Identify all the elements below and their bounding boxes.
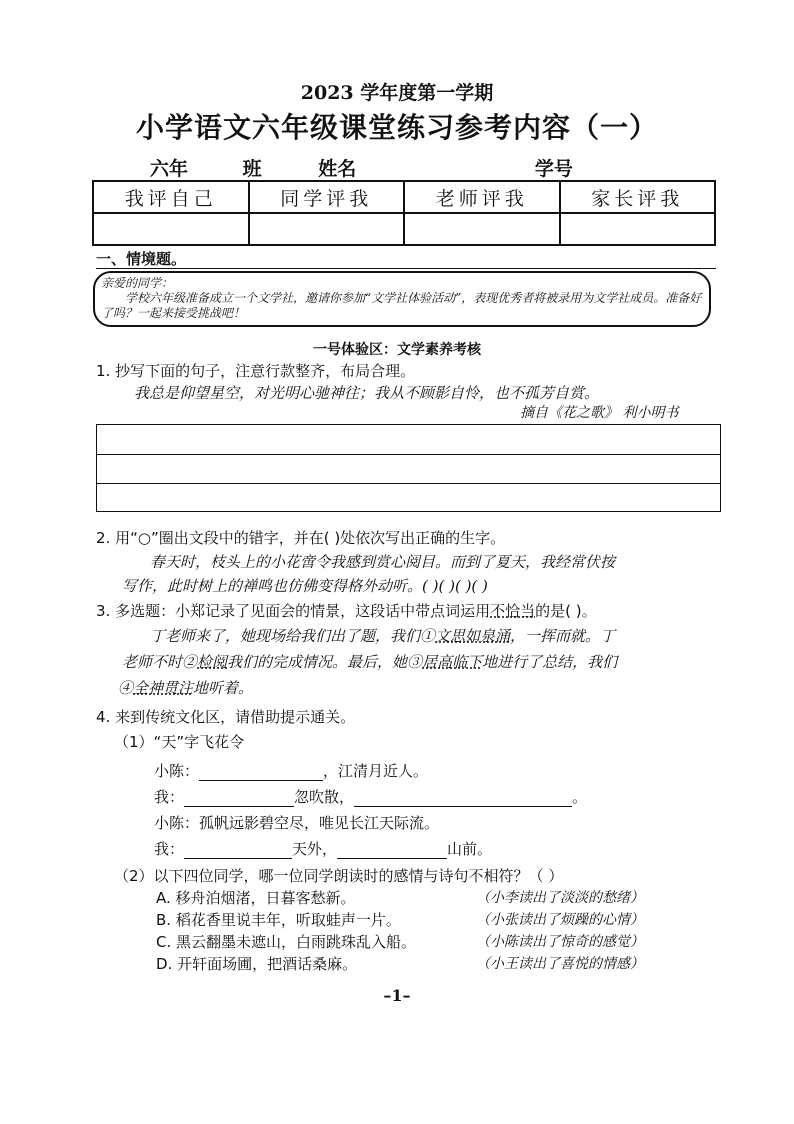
answer-blank[interactable] <box>184 842 292 859</box>
q1-source: 摘自《花之歌》 利小明书 <box>520 405 679 421</box>
invitation-box <box>93 271 711 327</box>
page-number: –1– <box>383 986 411 1005</box>
student-info-row <box>150 154 635 181</box>
id-blank <box>573 162 635 181</box>
option-d-note: （小王读出了喜悦的情感） <box>476 956 644 972</box>
eval-col-teacher: 老师评我 <box>404 181 560 213</box>
verse: 天外， <box>292 840 338 858</box>
eval-col-self: 我评自己 <box>93 181 249 213</box>
q4-sub2-title: （2）以下四位同学，哪一位同学朗读时的感情与诗句不相符？（ ） <box>114 867 564 885</box>
option-b-note: （小张读出了烦躁的心情） <box>476 912 644 928</box>
answer-blank[interactable] <box>184 790 294 807</box>
writing-line <box>97 454 720 455</box>
speaker: 我： <box>154 840 185 858</box>
q3-text: 老师不时 <box>122 653 183 671</box>
page-title: 小学语文六年级课堂练习参考内容（一） <box>135 111 658 144</box>
name-label: 姓名 <box>318 158 357 180</box>
q4-row2 <box>154 786 587 807</box>
q3-line2 <box>122 651 617 672</box>
name-blank <box>356 162 476 181</box>
q3-line3 <box>118 677 253 698</box>
invitation-message: 学校六年级准备成立一个文学社，邀请你参加“文学社体验活动”，表现优秀者将被录用为文学社成员。准备好了吗？一起来接受挑战吧！ <box>101 291 702 320</box>
eval-cell-parent[interactable] <box>560 213 716 245</box>
greeting: 亲爱的同学： <box>101 276 174 290</box>
dotted-word: 全神贯注 <box>133 679 194 697</box>
q3-prompt-a: 3. 多选题：小郑记录了见面会的情景，这段话中带点词运用 <box>96 602 491 620</box>
option-a-note: （小李读出了淡淡的愁绪） <box>476 890 644 906</box>
option-c-note: （小陈读出了惊奇的感觉） <box>476 934 644 950</box>
zone-title: 一号体验区：文学素养考核 <box>313 342 481 358</box>
eval-cell-teacher[interactable] <box>404 213 560 245</box>
section-heading: 一、情境题。 <box>96 250 187 268</box>
eval-col-parent: 家长评我 <box>560 181 716 213</box>
option-number: ④ <box>118 679 134 697</box>
copy-writing-box[interactable] <box>96 424 721 512</box>
q2-line1: 春天时，枝头上的小花啻令我感到赏心阅目。而到了夏天，我经常伏按 <box>150 553 616 571</box>
grade-blank <box>188 162 230 181</box>
q4-row3: 小陈：孤帆远影碧空尽，唯见长江天际流。 <box>154 814 440 832</box>
evaluation-header-row <box>93 181 715 213</box>
evaluation-table <box>92 180 716 246</box>
verse: 。 <box>572 788 588 806</box>
speaker: 我： <box>154 788 185 806</box>
year-line: 2023 学年度第一学期 <box>300 82 494 104</box>
q4-sub1-title: （1）“天”字飞花令 <box>114 733 245 751</box>
q1-prompt: 1. 抄写下面的句子，注意行款整齐，布局合理。 <box>96 362 416 380</box>
evaluation-blank-row <box>93 213 715 245</box>
option-number: ① <box>420 627 436 645</box>
q4-prompt: 4. 来到传统文化区，请借助提示通关。 <box>96 708 356 726</box>
q3-text: ，一挥而就。丁 <box>510 627 616 645</box>
answer-blank[interactable] <box>337 842 447 859</box>
dotted-word: 文思如泉涌 <box>435 627 511 645</box>
class-label: 班 <box>242 158 262 180</box>
eval-cell-self[interactable] <box>93 213 249 245</box>
q3-text: 地听着。 <box>193 679 254 697</box>
dotted-word: 检阅 <box>197 653 228 671</box>
q4-row4 <box>154 838 492 859</box>
grade-label: 六年 <box>150 158 189 180</box>
q3-text: 地进行了总结，我们 <box>482 653 618 671</box>
option-a: A. 移舟泊烟渚，日暮客愁新。 <box>156 889 356 907</box>
option-d: D. 开轩面场圃，把酒话桑麻。 <box>156 955 358 973</box>
answer-blank[interactable] <box>199 764 323 781</box>
q3-prompt <box>96 600 597 621</box>
verse: 忽吹散， <box>294 788 355 806</box>
option-number: ③ <box>407 653 423 671</box>
q3-text: 丁老师来了，她现场给我们出了题，我们 <box>150 627 421 645</box>
answer-blank[interactable] <box>354 790 572 807</box>
eval-cell-classmate[interactable] <box>249 213 405 245</box>
q2-line2: 写作，此时树上的禅鸣也仿佛变得格外动听。( )( )( )( ) <box>122 577 488 595</box>
q3-line1 <box>150 625 615 646</box>
dotted-word: 居高临下 <box>422 653 483 671</box>
eval-col-classmate: 同学评我 <box>249 181 405 213</box>
verse: ，江清月近人。 <box>323 762 429 780</box>
option-number: ② <box>182 653 198 671</box>
q3-prompt-c: 的是( )。 <box>535 602 597 620</box>
q3-text: 我们的完成情况。最后，她 <box>227 653 408 671</box>
option-b: B. 稻花香里说丰年，听取蛙声一片。 <box>156 911 401 929</box>
q3-emphasis: 不恰当 <box>490 602 536 620</box>
speaker: 小陈： <box>154 762 200 780</box>
option-c: C. 黑云翻墨未遮山，白雨跳珠乱入船。 <box>156 933 417 951</box>
q4-row1 <box>154 760 428 781</box>
q1-sentence: 我总是仰望星空，对光明心驰神往；我从不顾影自怜，也不孤芳自赏。 <box>134 384 600 402</box>
writing-line <box>97 483 720 484</box>
id-label: 学号 <box>534 158 573 180</box>
section-divider <box>96 268 716 269</box>
verse: 山前。 <box>447 840 493 858</box>
q2-prompt: 2. 用“○”圈出文段中的错字，并在( )处依次写出正确的生字。 <box>96 529 506 547</box>
